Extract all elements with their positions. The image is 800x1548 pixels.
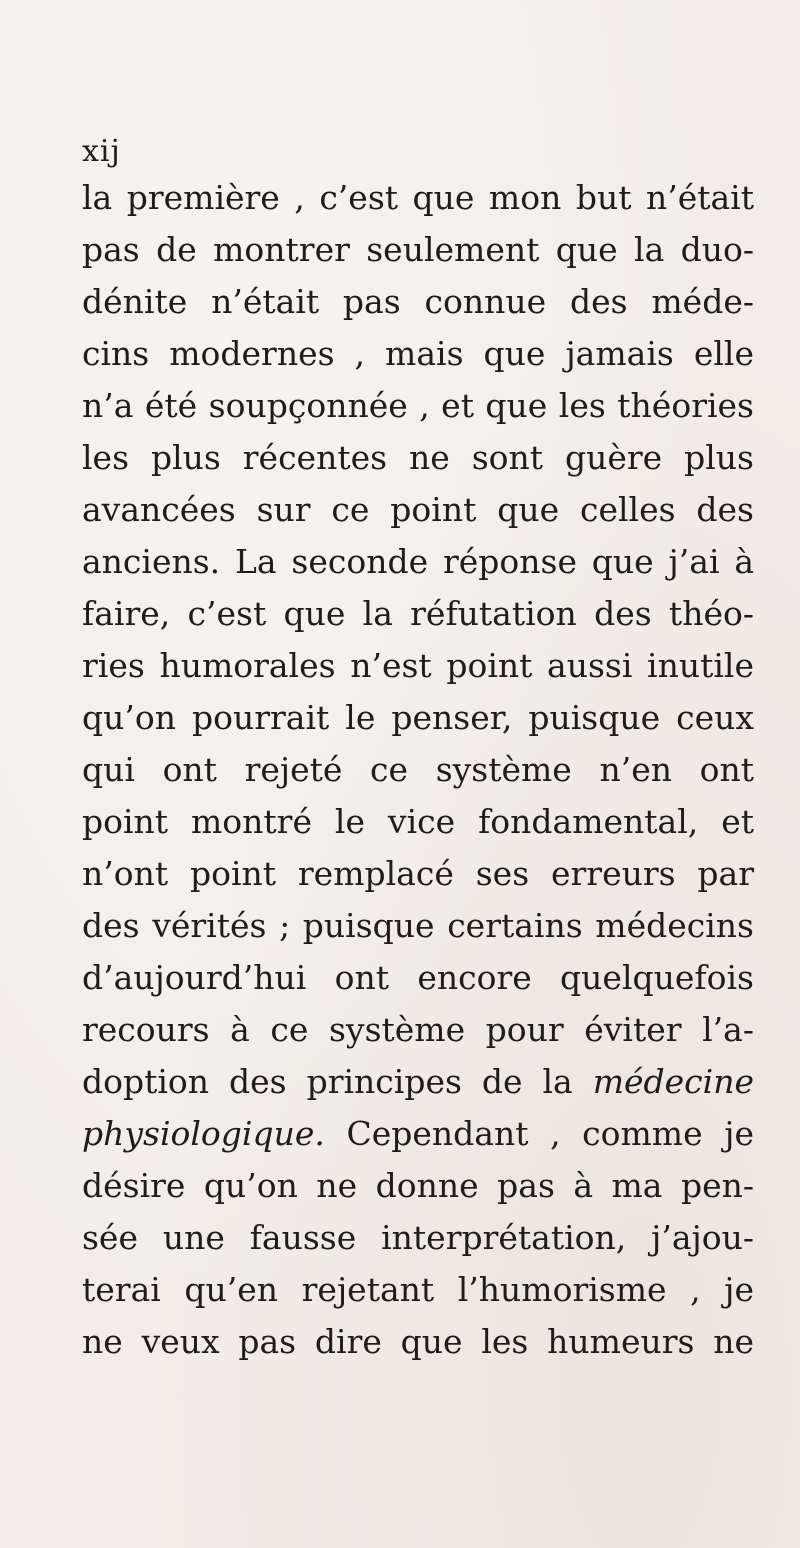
text-line-3: dénite n’était pas connue des méde-: [82, 282, 754, 321]
text-line-8: anciens. La seconde réponse que j’ai à: [82, 542, 754, 581]
text-line-4: cins modernes , mais que jamais elle: [82, 334, 754, 373]
text-line-21: sée une fausse interprétation, j’ajou-: [82, 1218, 754, 1257]
text-line-19: [82, 1108, 754, 1160]
text-line-12: qui ont rejeté ce système n’en ont: [82, 750, 754, 789]
text-line-15: des vérités ; puisque certains médecins: [82, 906, 754, 945]
text-line-5: n’a été soupçonnée , et que les théories: [82, 386, 754, 425]
text-line-19-italic: physiologique.: [82, 1114, 325, 1153]
page-number: xij: [82, 134, 121, 169]
text-line-18-roman: doption des principes de la: [82, 1062, 573, 1101]
text-line-18-italic: médecine: [592, 1062, 754, 1101]
text-line-23: ne veux pas dire que les humeurs ne: [82, 1322, 754, 1361]
text-line-17: recours à ce système pour éviter l’a-: [82, 1010, 754, 1049]
text-line-1: la première , c’est que mon but n’était: [82, 178, 754, 217]
text-line-10: ries humorales n’est point aussi inutile: [82, 646, 754, 685]
text-line-13: point montré le vice fondamental, et: [82, 802, 754, 841]
text-line-20: désire qu’on ne donne pas à ma pen-: [82, 1166, 754, 1205]
text-line-18: [82, 1056, 754, 1108]
text-line-6: les plus récentes ne sont guère plus: [82, 438, 754, 477]
text-line-2: pas de montrer seulement que la duo-: [82, 230, 754, 269]
text-line-16: d’aujourd’hui ont encore quelquefois: [82, 958, 754, 997]
text-line-11: qu’on pourrait le penser, puisque ceux: [82, 698, 754, 737]
text-line-9: faire, c’est que la réfutation des théo-: [82, 594, 754, 633]
text-line-14: n’ont point remplacé ses erreurs par: [82, 854, 754, 893]
text-line-7: avancées sur ce point que celles des: [82, 490, 754, 529]
text-line-19-roman: Cependant , comme je: [324, 1114, 754, 1153]
body-text: [82, 172, 762, 1368]
text-line-22: terai qu’en rejetant l’humorisme , je: [82, 1270, 754, 1309]
